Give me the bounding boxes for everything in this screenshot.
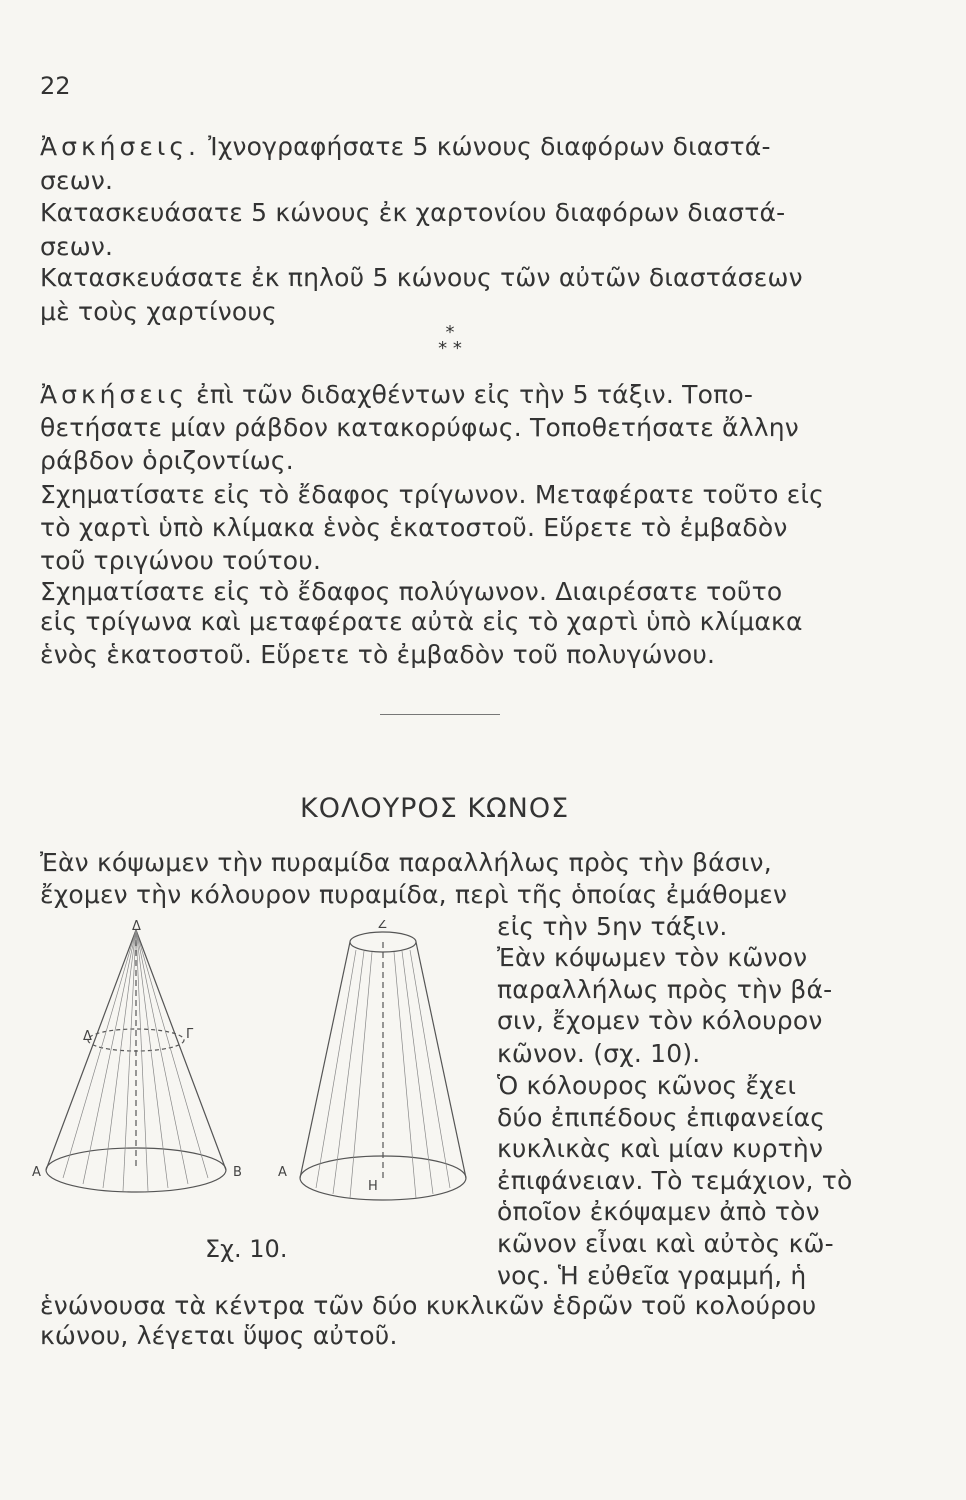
exercise2-line-8: εἰς τρίγωνα καὶ μεταφέρατε αὐτὰ εἰς τὸ χαρτὶ ὑπὸ κλίμακα — [40, 607, 803, 636]
body-end-line-2: κώνου, λέγεται ὕψος αὐτοῦ. — [40, 1321, 398, 1350]
exercise-line-6: μὲ τοὺς χαρτίνους — [40, 297, 277, 326]
body-right-line-5: κῶνον. (σχ. 10). — [497, 1039, 701, 1068]
exercise2-line-2: θετήσατε μίαν ράβδον κατακορύφως. Τοποθετήσατε ἄλλην — [40, 413, 799, 442]
page-number: 22 — [40, 72, 71, 100]
exercises2-label: Ἀσκήσεις — [40, 380, 189, 409]
section-title: ΚΟΛΟΥΡΟΣ ΚΩΝΟΣ — [300, 793, 570, 824]
exercise-line-2: σεων. — [40, 166, 114, 195]
cone-apex-label: Δ — [132, 920, 141, 934]
body-right-line-4: σιν, ἔχομεν τὸν κόλουρον — [497, 1006, 823, 1035]
body-right-line-6: Ὁ κόλουρος κῶνος ἔχει — [497, 1071, 797, 1100]
cone-mid-left-label: Δ — [83, 1029, 92, 1044]
cone-drawing — [46, 930, 226, 1192]
exercise2-line-1: Ἀσκήσεις ἐπὶ τῶν διδαχθέντων εἰς τὴν 5 τάξιν. Τοπο- — [40, 380, 754, 409]
exercise2-line-5: τὸ χαρτὶ ὑπὸ κλίμακα ἑνὸς ἑκατοστοῦ. Εὕρετε τὸ ἐμβαδὸν — [40, 513, 788, 542]
exercise2-line-6: τοῦ τριγώνου τούτου. — [40, 546, 322, 575]
figure-caption: Σχ. 10. — [205, 1235, 288, 1263]
cone-right-label: Β — [233, 1165, 242, 1180]
figure-cone-and-frustum — [28, 920, 498, 1220]
exercises-label: Ἀσκήσεις. — [40, 132, 200, 161]
exercise-line-1: Ἀσκήσεις. Ἰχνογραφήσατε 5 κώνους διαφόρων διαστά- — [40, 132, 771, 161]
divider-rule — [380, 714, 500, 715]
body-line-1: Ἐὰν κόψωμεν τὴν πυραμίδα παραλλήλως πρὸς τὴν βάσιν, — [40, 848, 772, 877]
exercise-line-4: σεων. — [40, 232, 114, 261]
body-right-line-3: παραλλήλως πρὸς τὴν βά- — [497, 975, 833, 1004]
body-right-line-9: ἐπιφάνειαν. Τὸ τεμάχιον, τὸ — [497, 1166, 853, 1195]
exercise2-line-7: Σχηματίσατε εἰς τὸ ἔδαφος πολύγωνον. Διαιρέσατε τοῦτο — [40, 577, 783, 606]
body-line-2: ἔχομεν τὴν κόλουρον πυραμίδα, περὶ τῆς ὁποίας ἐμάθομεν — [40, 880, 788, 909]
body-right-line-12: νος. Ἡ εὐθεῖα γραμμή, ἡ — [497, 1261, 807, 1290]
frustum-top-label: Ζ — [378, 920, 387, 932]
body-end-line-1: ἑνώνουσα τὰ κέντρα τῶν δύο κυκλικῶν ἑδρῶν τοῦ κολούρου — [40, 1291, 817, 1320]
body-right-line-10: ὁποῖον ἐκόψαμεν ἀπὸ τὸν — [497, 1197, 820, 1226]
exercise2-line-9: ἑνὸς ἑκατοστοῦ. Εὕρετε τὸ ἐμβαδὸν τοῦ πολυγώνου. — [40, 640, 716, 669]
body-right-line-7: δύο ἐπιπέδους ἐπιφανείας — [497, 1103, 826, 1132]
frustum-center-label: Η — [368, 1179, 378, 1194]
section-separator: * * * — [438, 322, 462, 359]
exercise2-line-4: Σχηματίσατε εἰς τὸ ἔδαφος τρίγωνον. Μεταφέρατε τοῦτο εἰς — [40, 480, 825, 509]
cone-left-label: Α — [32, 1165, 41, 1180]
exercise-line-5: Κατασκευάσατε ἐκ πηλοῦ 5 κώνους τῶν αὐτῶν διαστάσεων — [40, 263, 803, 292]
frustum-drawing — [300, 932, 466, 1200]
body-right-line-1: εἰς τὴν 5ην τάξιν. — [497, 912, 728, 941]
exercise-line-3: Κατασκευάσατε 5 κώνους ἐκ χαρτονίου διαφόρων διαστά- — [40, 198, 786, 227]
body-right-line-2: Ἐὰν κόψωμεν τὸν κῶνον — [497, 943, 808, 972]
body-right-line-11: κῶνον εἶναι καὶ αὐτὸς κῶ- — [497, 1229, 834, 1258]
body-right-line-8: κυκλικὰς καὶ μίαν κυρτὴν — [497, 1134, 824, 1163]
frustum-left-label: Α — [278, 1165, 287, 1180]
exercise2-line-3: ράβδον ὁριζοντίως. — [40, 446, 294, 475]
cone-mid-right-label: Γ — [186, 1027, 194, 1042]
